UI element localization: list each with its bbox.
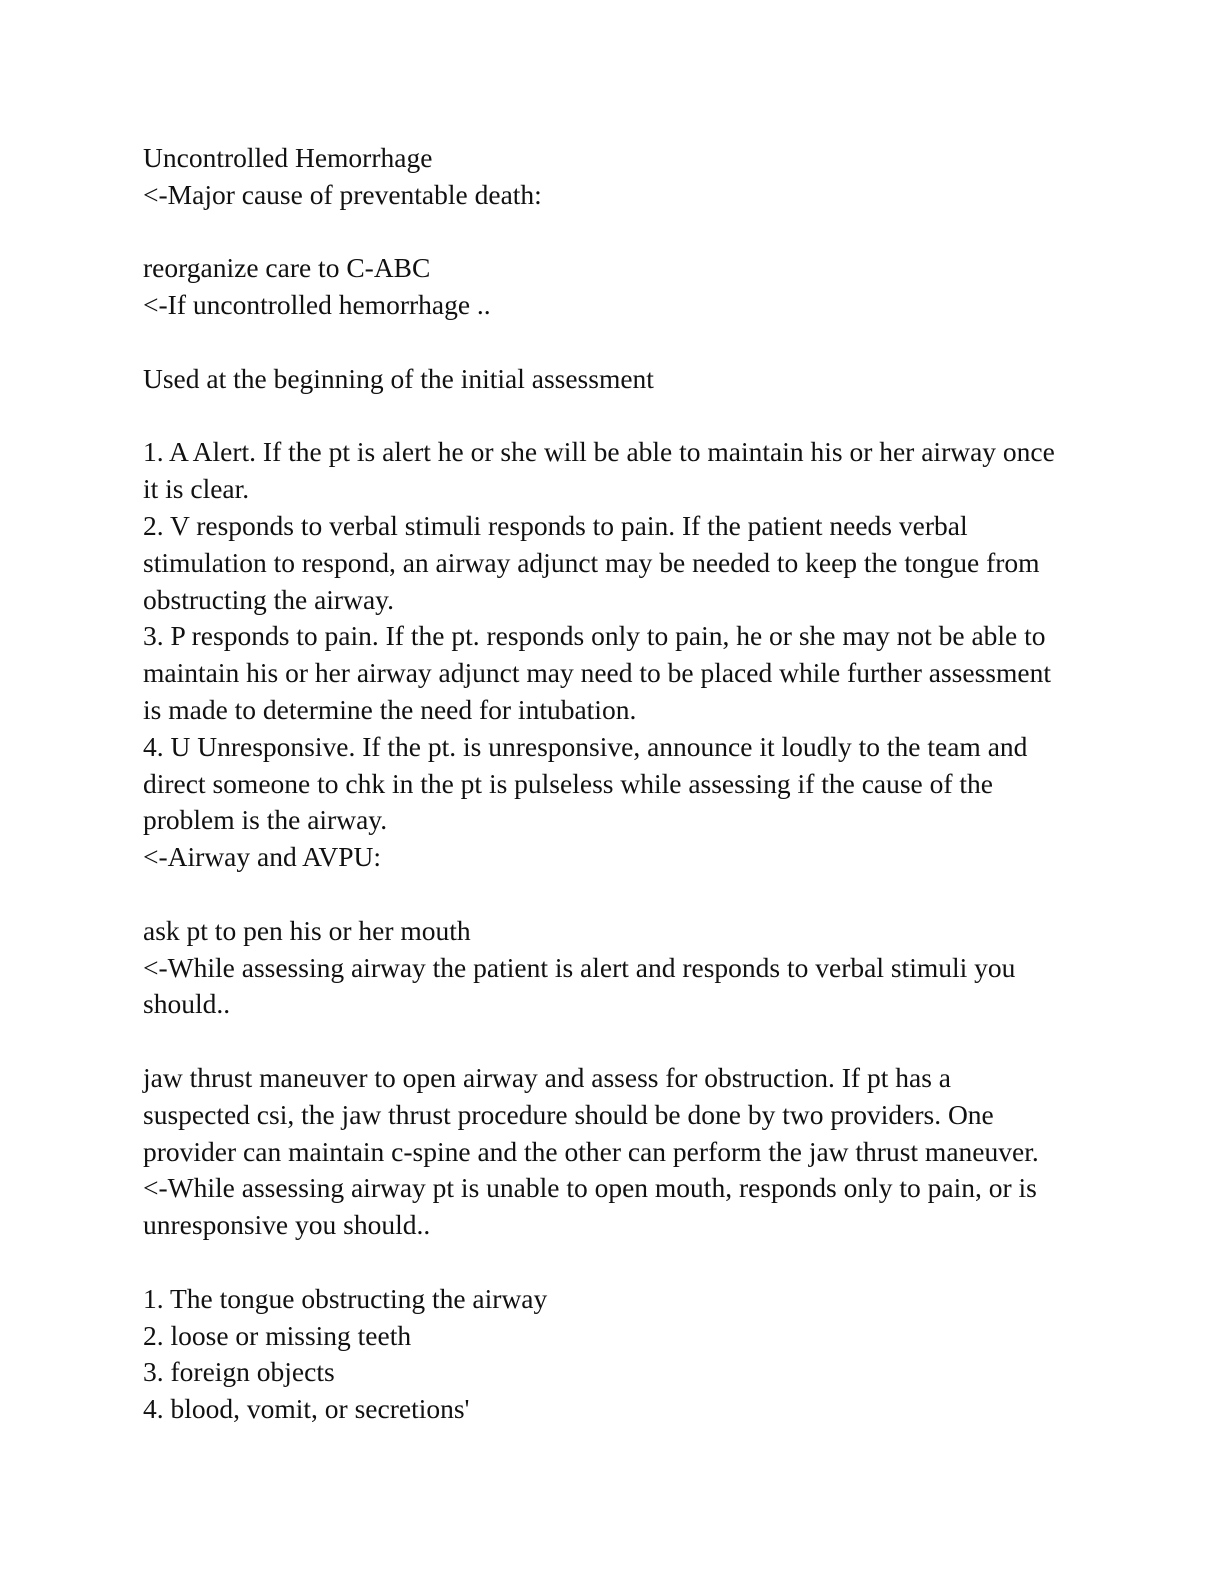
text-block-avpu <box>143 434 1083 876</box>
paragraph-gap <box>143 398 1083 435</box>
text-line: stimulation to respond, an airway adjunct may be needed to keep the tongue from <box>143 546 1040 578</box>
text-line: Uncontrolled Hemorrhage <box>143 142 433 173</box>
text-line: should.. <box>143 988 231 1020</box>
list-item: 2. loose or missing teeth <box>143 1319 412 1351</box>
text-line: <-Major cause of preventable death: <box>143 178 542 210</box>
text-line: 2. V responds to verbal stimuli responds to pain. If the patient needs verbal <box>143 509 968 541</box>
text-block-hemorrhage <box>143 140 1083 214</box>
paragraph-gap <box>143 324 1083 361</box>
paragraph-gap <box>143 1023 1083 1060</box>
text-line: jaw thrust maneuver to open airway and assess for obstruction. If pt has a <box>143 1061 951 1093</box>
text-line: maintain his or her airway adjunct may need to be placed while further assessment <box>143 657 1051 689</box>
text-line: suspected csi, the jaw thrust procedure should be done by two providers. One <box>143 1098 994 1130</box>
text-line: <-While assessing airway pt is unable to open mouth, responds only to pain, or is <box>143 1172 1037 1204</box>
text-block-initial-assessment <box>143 361 1083 398</box>
text-line: Used at the beginning of the initial assessment <box>143 362 654 394</box>
text-block-open-mouth <box>143 913 1083 1023</box>
text-line: 3. P responds to pain. If the pt. responds only to pain, he or she may not be able to <box>143 620 1046 652</box>
paragraph-gap <box>143 876 1083 913</box>
text-line: problem is the airway. <box>143 804 388 836</box>
text-line: ask pt to pen his or her mouth <box>143 914 471 946</box>
list-item: 3. foreign objects <box>143 1356 335 1388</box>
text-line: direct someone to chk in the pt is pulseless while assessing if the cause of the <box>143 767 994 799</box>
document-body <box>143 140 1083 1428</box>
text-line: <-Airway and AVPU: <box>143 841 382 873</box>
text-block-obstructions-list <box>143 1281 1083 1428</box>
text-line: 4. U Unresponsive. If the pt. is unresponsive, announce it loudly to the team and <box>143 730 1028 762</box>
text-line: provider can maintain c-spine and the other can perform the jaw thrust maneuver. <box>143 1135 1039 1167</box>
text-line: unresponsive you should.. <box>143 1209 431 1241</box>
text-line: obstructing the airway. <box>143 583 394 615</box>
list-item: 1. The tongue obstructing the airway <box>143 1282 548 1314</box>
list-item: 4. blood, vomit, or secretions' <box>143 1393 470 1425</box>
text-line: <-If uncontrolled hemorrhage .. <box>143 289 491 321</box>
text-block-jaw-thrust <box>143 1060 1083 1244</box>
paragraph-gap <box>143 214 1083 251</box>
text-line: it is clear. <box>143 473 250 505</box>
text-block-c-abc <box>143 250 1083 324</box>
text-line: reorganize care to C-ABC <box>143 252 431 284</box>
text-line: 1. A Alert. If the pt is alert he or she will be able to maintain his or her airway once <box>143 436 1055 468</box>
text-line: <-While assessing airway the patient is alert and responds to verbal stimuli you <box>143 951 1016 983</box>
paragraph-gap <box>143 1244 1083 1281</box>
text-line: is made to determine the need for intubation. <box>143 693 637 725</box>
